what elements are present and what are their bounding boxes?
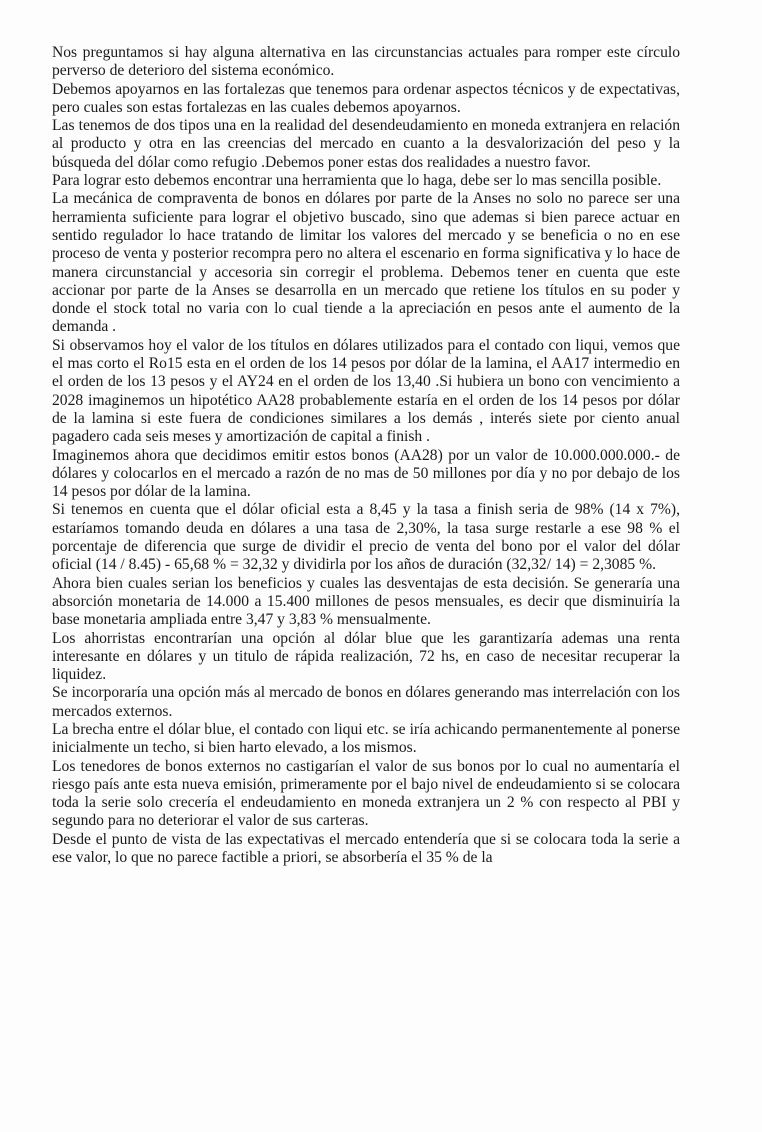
paragraph-5: La mecánica de compraventa de bonos en dólares por parte de la Anses no solo no parece ser una herramienta suficiente para lograr el objetivo buscado, sino que ademas si bien parece actuar en sentido regulador lo hace tratando de limitar los valores del mercado y se beneficia o no en ese proceso de venta y posterior recompra pero no altera el escenario en forma significativa y lo hace de manera circunstancial y accesoria sin corregir el problema. Debemos tener en cuenta que este accionar por parte de la Anses se desarrolla en un mercado que retiene los títulos en su poder y donde el stock total no varia con lo cual tiende a la apreciación en pesos ante el aumento de la demanda . [52,190,680,336]
paragraph-2: Debemos apoyarnos en las fortalezas que tenemos para ordenar aspectos técnicos y de expectativas, pero cuales son estas fortalezas en las cuales debemos apoyarnos. [52,80,680,116]
paragraph-9: Ahora bien cuales serian los beneficios y cuales las desventajas de esta decisión. Se generaría una absorción monetaria de 14.000 a 15.400 millones de pesos mensuales, es decir que disminuiría la base monetaria ampliada entre 3,47 y 3,83 % mensualmente. [52,574,680,629]
paragraph-8: Si tenemos en cuenta que el dólar oficial esta a 8,45 y la tasa a finish seria de 98% (14 x 7%), estaríamos tomando deuda en dólares a una tasa de 2,30%, la tasa surge restarle a ese 98 % el porcentaje de diferencia que surge de dividir el precio de venta del bono por el valor del dólar oficial (14 / 8.45) - 65,68 % = 32,32 y dividirla por los años de duración (32,32/ 14) = 2,3085 %. [52,501,680,574]
paragraph-4: Para lograr esto debemos encontrar una herramienta que lo haga, debe ser lo mas sencilla posible. [52,172,662,190]
paragraph-1: Nos preguntamos si hay alguna alternativa en las circunstancias actuales para romper este círculo perverso de deterioro del sistema económico. [52,44,680,80]
paragraph-14: Desde el punto de vista de las expectativas el mercado entendería que si se colocara toda la serie a ese valor, lo que no parece factible a priori, se absorbería el 35 % de la [52,830,680,867]
body-text [52,44,680,867]
paragraph-3: Las tenemos de dos tipos una en la realidad del desendeudamiento en moneda extranjera en relación al producto y otra en las creencias del mercado en cuanto a la desvalorización del peso y la búsqueda del dólar como refugio .Debemos poner estas dos realidades a nuestro favor. [52,117,680,171]
paragraph-12: La brecha entre el dólar blue, el contado con liqui etc. se iría achicando permanentemente al ponerse inicialmente un techo, si bien harto elevado, a los mismos. [52,720,680,757]
paragraph-6: Si observamos hoy el valor de los títulos en dólares utilizados para el contado con liqui, vemos que el mas corto el Ro15 esta en el orden de los 14 pesos por dólar de la lamina, el AA17 intermedio en el orden de los 13 pesos y el AY24 en el orden de los 13,40 .Si hubiera un bono con vencimiento a 2028 imaginemos un hipotético AA28 probablemente estaría en el orden de los 14 pesos por dólar de la lamina si este fuera de condiciones similares a los demás , interés siete por ciento anual pagadero cada seis meses y amortización de capital a finish . [52,336,680,446]
paragraph-10: Los ahorristas encontrarían una opción al dólar blue que les garantizaría ademas una renta interesante en dólares y un titulo de rápida realización, 72 hs, en caso de necesitar recuperar la liquidez. [52,629,680,684]
paragraph-11: Se incorporaría una opción más al mercado de bonos en dólares generando mas interrelación con los mercados externos. [52,684,680,720]
paragraph-13: Los tenedores de bonos externos no castigarían el valor de sus bonos por lo cual no aumentaría el riesgo país ante esta nueva emisión, primeramente por el bajo nivel de endeudamiento si se colocara toda la serie solo crecería el endeudamiento en moneda extranjera un 2 % con respecto al PBI y segundo para no deteriorar el valor de sus carteras. [52,757,680,830]
paragraph-7: Imaginemos ahora que decidimos emitir estos bonos (AA28) por un valor de 10.000.000.000.- de dólares y colocarlos en el mercado a razón de no mas de 50 millones por día y no por debajo de los 14 pesos por dólar de la lamina. [52,446,680,501]
